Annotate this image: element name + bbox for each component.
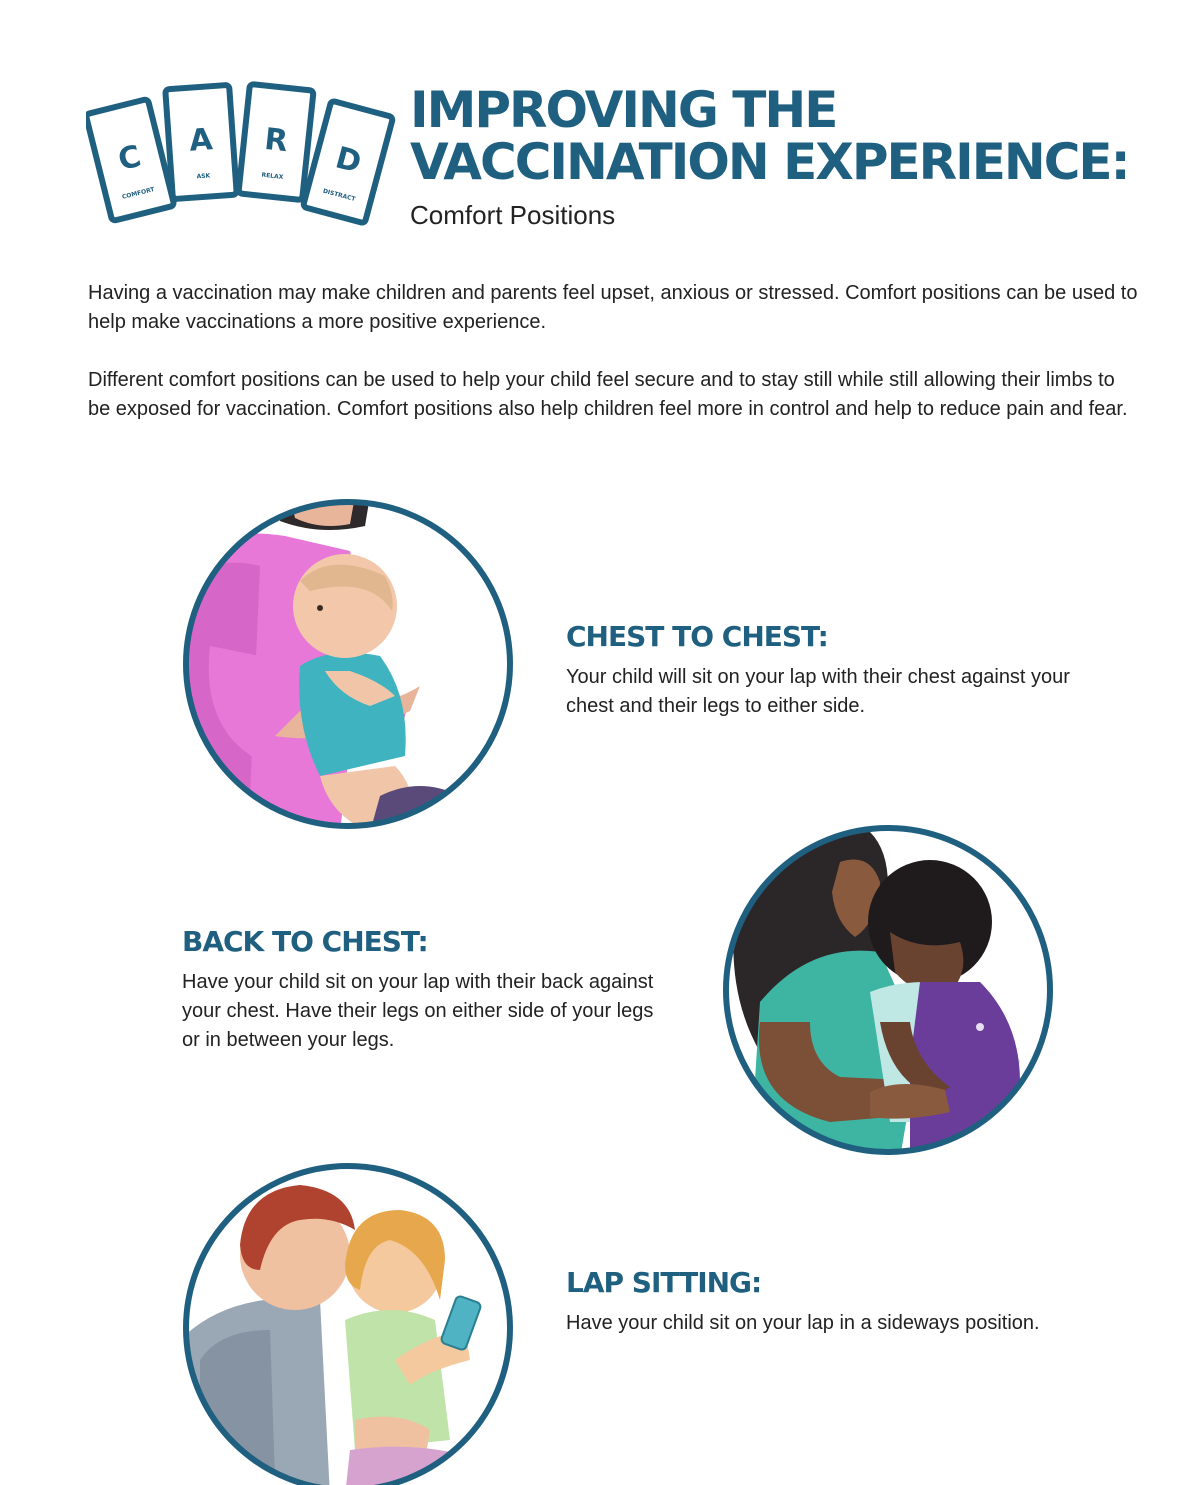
- logo-card-a: [165, 85, 237, 199]
- logo-card-letter: A: [188, 122, 214, 159]
- position-title: CHEST TO CHEST:: [566, 620, 828, 653]
- logo-card-word: ASK: [196, 172, 211, 181]
- logo-card-letter: D: [331, 140, 365, 181]
- intro-paragraph-2: Different comfort positions can be used to help your child feel secure and to stay still while still allowing their limbs to be exposed for vaccination. Comfort positions also help children feel more in control and help to reduce pain and fear.: [88, 369, 1128, 420]
- position-title: LAP SITTING:: [566, 1266, 762, 1299]
- logo-card-d: [303, 101, 393, 224]
- position-title: BACK TO CHEST:: [182, 925, 428, 958]
- chest-to-chest-illustration: [180, 496, 516, 832]
- position-back-to-chest: [182, 925, 662, 1055]
- logo-card-r: [238, 84, 313, 200]
- page-subtitle: Comfort Positions: [410, 200, 616, 230]
- page-title-line-2: VACCINATION EXPERIENCE:: [410, 133, 1129, 191]
- logo-card-c: [86, 99, 174, 221]
- intro-paragraph-1: Having a vaccination may make children and parents feel upset, anxious or stressed. Comfort positions can be used to help make vaccinations a more positive experience.: [88, 282, 1138, 333]
- back-to-chest-illustration: [720, 822, 1056, 1158]
- position-description: Have your child sit on your lap with their back against your chest. Have their legs on either side of your legs or in between your legs.: [182, 971, 654, 1051]
- logo-card-letter: R: [262, 121, 290, 160]
- intro-section: [88, 279, 1138, 453]
- logo-card-letter: C: [114, 138, 145, 179]
- card-logo: [86, 80, 396, 230]
- logo-card-word: RELAX: [261, 171, 284, 181]
- page-title-line-1: IMPROVING THE: [410, 81, 837, 139]
- title-block: [410, 81, 1129, 231]
- lap-sitting-illustration: [180, 1160, 516, 1485]
- position-chest-to-chest: [566, 620, 1086, 721]
- position-lap-sitting: [566, 1266, 1086, 1338]
- logo-card-word: DISTRACT: [322, 187, 357, 204]
- position-description: Have your child sit on your lap in a sideways position.: [566, 1312, 1040, 1334]
- logo-card-word: COMFORT: [121, 186, 156, 201]
- position-description: Your child will sit on your lap with their chest against your chest and their legs to either side.: [566, 666, 1070, 717]
